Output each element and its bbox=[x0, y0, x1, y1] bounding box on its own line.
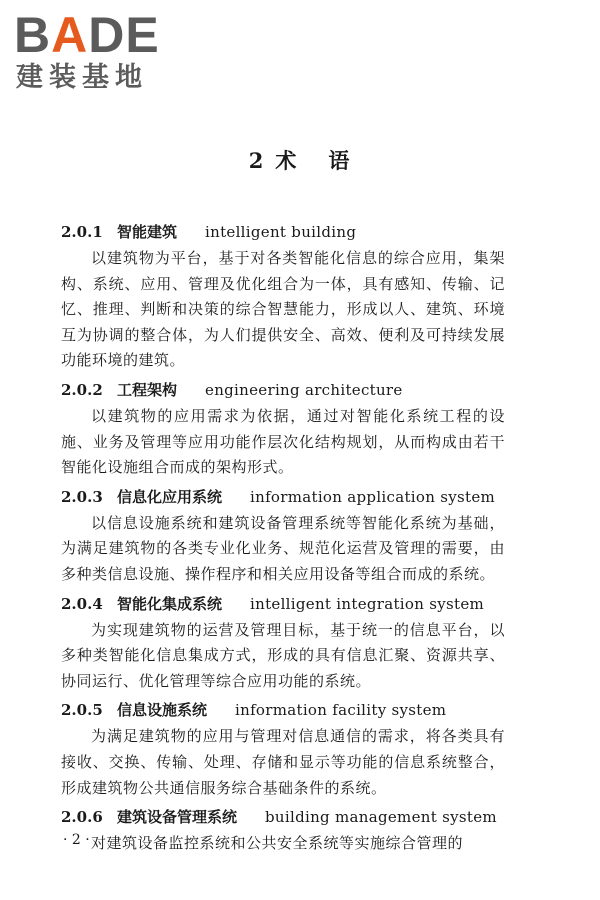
section-title-word-2: 语 bbox=[328, 148, 352, 173]
term-definition: 为满足建筑物的应用与管理对信息通信的需求，将各类具有接收、交换、传输、处理、存储和显示等功能的信息系统整合，形成建筑物公共通信服务综合基础条件的系统。 bbox=[61, 727, 505, 797]
term-heading bbox=[61, 803, 505, 831]
logo-highlight-letter: A bbox=[51, 7, 89, 63]
term-chinese: 建筑设备管理系统 bbox=[117, 808, 238, 827]
bade-logo bbox=[14, 8, 184, 98]
term-chinese: 智能化集成系统 bbox=[117, 594, 223, 613]
page-number: · 2 · bbox=[63, 832, 90, 848]
term-english: information application system bbox=[250, 487, 496, 506]
term-heading bbox=[61, 696, 505, 724]
term-english: information facility system bbox=[235, 701, 447, 720]
section-number: 2 bbox=[248, 148, 266, 173]
term-definition: 以建筑物为平台，基于对各类智能化信息的综合应用，集架构、系统、应用、管理及优化组合为一体，具有感知、传输、记忆、推理、判断和决策的综合智慧能力，形成以人、建筑、环境互为协调的整合体，为人们提供安全、高效、便利及可持续发展功能环境的建筑。 bbox=[61, 249, 505, 370]
term-heading bbox=[61, 483, 505, 511]
term-heading bbox=[61, 218, 505, 246]
term-definition: 以信息设施系统和建筑设备管理系统等智能化系统为基础，为满足建筑物的各类专业化业务、规范化运营及管理的需要，由多种类信息设施、操作程序和相关应用设备等组合而成的系统。 bbox=[61, 513, 505, 583]
term-definition: 以建筑物的应用需求为依据，通过对智能化系统工程的设施、业务及管理等应用功能作层次化结构规划，从而构成由若干智能化设施组合而成的架构形式。 bbox=[61, 406, 505, 477]
logo-subtitle: 建装基地 bbox=[16, 62, 148, 93]
term-english: building management system bbox=[265, 808, 497, 827]
term-chinese: 工程架构 bbox=[117, 380, 178, 399]
section-title-word-1: 术 bbox=[275, 148, 299, 173]
term-number: 2.0.3 bbox=[61, 487, 103, 506]
term-number: 2.0.4 bbox=[61, 594, 103, 613]
logo-wordmark: BADE bbox=[14, 7, 160, 63]
term-number: 2.0.1 bbox=[61, 223, 103, 241]
term-heading bbox=[61, 590, 505, 618]
term-chinese: 信息化应用系统 bbox=[117, 487, 223, 506]
term-heading bbox=[61, 376, 505, 404]
term-number: 2.0.6 bbox=[61, 808, 103, 827]
term-chinese: 信息设施系统 bbox=[117, 701, 208, 720]
section-title bbox=[0, 145, 600, 175]
terms-list bbox=[61, 218, 505, 859]
term-definition: 为实现建筑物的运营及管理目标，基于统一的信息平台，以多种类智能化信息集成方式，形成的具有信息汇聚、资源共享、协同运行、优化管理等综合应用功能的系统。 bbox=[61, 620, 505, 690]
term-english: intelligent integration system bbox=[250, 594, 485, 613]
term-definition: 对建筑设备监控系统和公共安全系统等实施综合管理的 bbox=[91, 834, 464, 853]
term-number: 2.0.5 bbox=[61, 701, 103, 720]
term-chinese: 智能建筑 bbox=[117, 223, 178, 241]
term-english: intelligent building bbox=[205, 223, 357, 241]
term-english: engineering architecture bbox=[205, 380, 403, 399]
term-number: 2.0.2 bbox=[61, 380, 103, 399]
